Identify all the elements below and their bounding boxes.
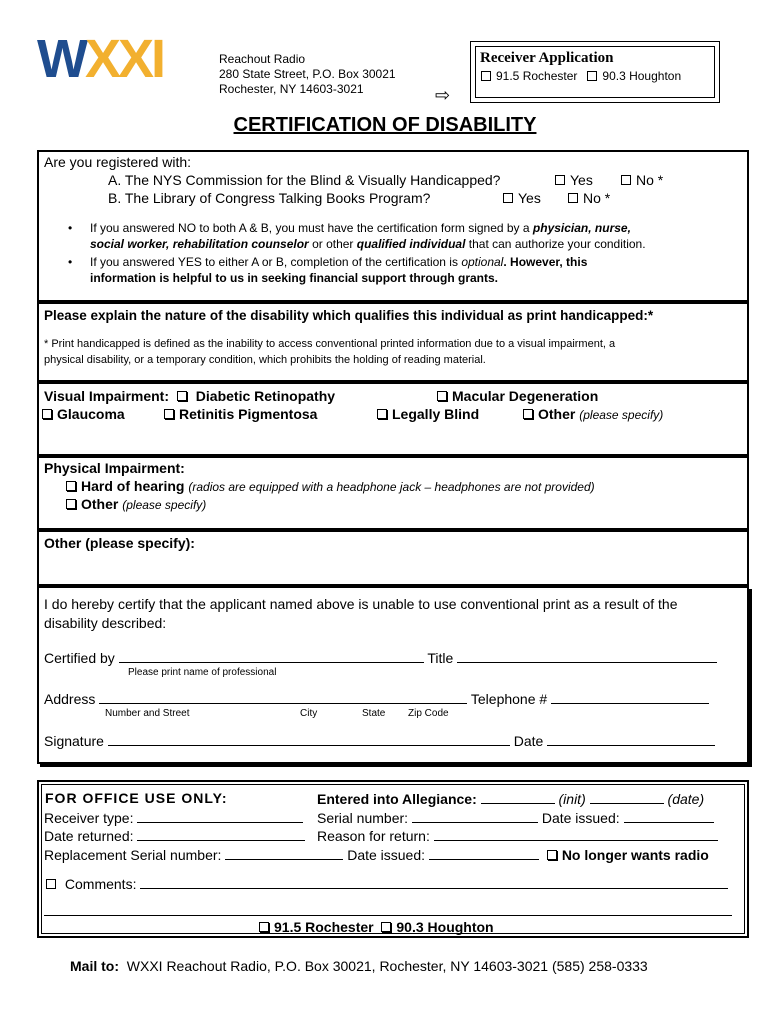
allegiance-row	[317, 790, 704, 807]
option-note: (radios are equipped with a headphone jack – headphones are not provided)	[188, 480, 595, 494]
question-a: A. The NYS Commission for the Blind & Visually Handicapped?	[108, 172, 501, 188]
option-label: Other	[81, 496, 119, 512]
page-title: CERTIFICATION OF DISABILITY	[233, 114, 537, 136]
option-label: 91.5 Rochester	[496, 69, 578, 83]
receiver-application-title: Receiver Application	[480, 50, 614, 66]
telephone-field[interactable]	[551, 690, 709, 704]
allegiance-init-field[interactable]	[481, 790, 555, 804]
title-label: Title	[427, 650, 454, 666]
registered-question: Are you registered with:	[44, 154, 192, 170]
date-label: (date)	[667, 791, 705, 807]
checkbox-b-yes[interactable]	[503, 193, 513, 203]
legally-blind-option[interactable]	[377, 406, 479, 422]
certified-by-field[interactable]	[119, 649, 424, 663]
checkbox-hard-of-hearing[interactable]	[66, 481, 76, 491]
hard-of-hearing-option[interactable]	[66, 478, 595, 494]
address-label: Address	[44, 691, 96, 707]
comments-row: Comments:	[46, 875, 728, 892]
checkbox-office-903[interactable]	[381, 922, 391, 932]
signature-field[interactable]	[108, 732, 510, 746]
instruction-bullet-1: • If you answered NO to both A & B, you must have the certification form signed by a physician, nurse,	[90, 221, 631, 235]
yes-label: Yes	[570, 172, 593, 188]
other-specify-label: Other (please specify):	[44, 535, 195, 551]
option-label: Diabetic Retinopathy	[195, 388, 336, 404]
no-label: No *	[583, 190, 611, 206]
signature-label: Signature	[44, 733, 104, 749]
telephone-label: Telephone #	[470, 691, 548, 707]
mail-to-label: Mail to:	[70, 958, 119, 974]
physical-other-option[interactable]	[66, 496, 206, 512]
serial-field[interactable]	[412, 809, 538, 823]
question-b-yes[interactable]	[503, 190, 541, 206]
checkbox-legally-blind[interactable]	[377, 409, 387, 419]
address-line: Reachout Radio	[219, 52, 306, 66]
yes-label: Yes	[518, 190, 541, 206]
question-b-no[interactable]	[568, 190, 610, 206]
option-label: 90.3 Houghton	[602, 69, 682, 83]
checkbox-comments[interactable]	[46, 879, 56, 889]
option-note: (please specify)	[122, 498, 207, 512]
allegiance-date-field[interactable]	[590, 790, 664, 804]
physical-impairment-label: Physical Impairment:	[44, 460, 185, 476]
question-b: B. The Library of Congress Talking Books Program?	[108, 190, 431, 206]
option-label: Retinitis Pigmentosa	[179, 406, 318, 422]
zip-hint: Zip Code	[408, 708, 449, 719]
arrow-right-icon: ⇨	[435, 85, 451, 105]
receiver-type-row: Receiver type:	[44, 809, 303, 826]
checkbox-a-no[interactable]	[621, 175, 631, 185]
checkbox-macular-degeneration[interactable]	[437, 391, 447, 401]
explain-note: physical disability, or a temporary condition, which prohibits the holding of reading material.	[44, 354, 486, 366]
title-field[interactable]	[457, 649, 717, 663]
checkbox-retinitis-pigmentosa[interactable]	[164, 409, 174, 419]
checkbox-915-rochester[interactable]	[481, 71, 491, 81]
instruction-bullet-1-cont: social worker, rehabilitation counselor or other qualified individual that can authorize your condition.	[90, 237, 646, 251]
certified-by-label: Certified by	[44, 650, 115, 666]
certify-text: I do hereby certify that the applicant named above is unable to use conventional print as a result of the	[44, 596, 678, 612]
checkbox-no-longer-wants-radio[interactable]	[547, 850, 557, 860]
glaucoma-option[interactable]	[42, 406, 125, 422]
option-label: Hard of hearing	[81, 478, 185, 494]
question-a-no[interactable]	[621, 172, 663, 188]
replacement-row: Replacement Serial number: Date issued: No longer wants radio	[44, 847, 709, 863]
address-line: Rochester, NY 14603-3021	[219, 82, 364, 96]
question-a-yes[interactable]	[555, 172, 593, 188]
reason-field[interactable]	[434, 827, 718, 841]
number-street-hint: Number and Street	[105, 708, 190, 719]
checkbox-office-915[interactable]	[259, 922, 269, 932]
certify-text: disability described:	[44, 615, 167, 631]
visual-other-option[interactable]	[523, 406, 663, 422]
checkbox-glaucoma[interactable]	[42, 409, 52, 419]
explain-note: * Print handicapped is defined as the inability to access conventional printed information due to a visual impairment, a	[44, 338, 616, 350]
explain-heading: Please explain the nature of the disability which qualifies this individual as print handicapped:*	[44, 308, 654, 323]
checkbox-visual-other[interactable]	[523, 409, 533, 419]
reason-row: Reason for return:	[317, 827, 718, 844]
allegiance-label: Entered into Allegiance:	[317, 791, 477, 807]
date-field[interactable]	[547, 732, 715, 746]
date-issued-field[interactable]	[624, 809, 714, 823]
instruction-bullet-2: • If you answered YES to either A or B, completion of the certification is optional. However, this	[90, 255, 587, 269]
replacement-date-field[interactable]	[429, 846, 539, 860]
init-label: (init)	[558, 791, 586, 807]
option-label: Legally Blind	[392, 406, 480, 422]
station-address	[219, 52, 396, 97]
checkbox-b-no[interactable]	[568, 193, 578, 203]
serial-row: Serial number: Date issued:	[317, 809, 714, 826]
option-note: (please specify)	[579, 408, 664, 422]
office-station-options: 91.5 Rochester 90.3 Houghton	[259, 919, 494, 935]
date-returned-row: Date returned:	[44, 827, 305, 844]
mail-to-address: WXXI Reachout Radio, P.O. Box 30021, Rochester, NY 14603-3021 (585) 258-0333	[126, 958, 648, 974]
visual-impairment-label: Visual Impairment:	[44, 388, 170, 404]
city-hint: City	[300, 708, 318, 719]
option-label: Macular Degeneration	[452, 388, 599, 404]
print-name-hint: Please print name of professional	[128, 667, 277, 678]
option-label: Other	[538, 406, 576, 422]
receiver-options	[481, 69, 681, 83]
date-returned-field[interactable]	[137, 827, 305, 841]
certified-by-row	[44, 649, 717, 666]
address-row	[44, 690, 709, 707]
address-field[interactable]	[99, 690, 467, 704]
receiver-type-field[interactable]	[137, 809, 303, 823]
date-label: Date	[513, 733, 544, 749]
macular-option[interactable]	[437, 388, 598, 404]
option-label: Glaucoma	[57, 406, 125, 422]
mail-to	[70, 958, 648, 974]
wxxi-logo: WXXI	[37, 29, 164, 89]
replacement-serial-field[interactable]	[225, 846, 343, 860]
checkbox-903-houghton[interactable]	[587, 71, 597, 81]
visual-impairment-row	[44, 388, 335, 404]
no-label: No *	[636, 172, 664, 188]
address-line: 280 State Street, P.O. Box 30021	[219, 67, 396, 81]
retinitis-option[interactable]	[164, 406, 317, 422]
comments-field-line2[interactable]	[44, 902, 732, 916]
instruction-bullet-2-cont: information is helpful to us in seeking financial support through grants.	[90, 271, 499, 285]
checkbox-a-yes[interactable]	[555, 175, 565, 185]
checkbox-diabetic-retinopathy[interactable]	[177, 391, 187, 401]
checkbox-physical-other[interactable]	[66, 499, 76, 509]
signature-row	[44, 732, 715, 749]
state-hint: State	[362, 708, 386, 719]
comments-field[interactable]	[140, 875, 728, 889]
office-use-heading: FOR OFFICE USE ONLY:	[45, 790, 228, 806]
